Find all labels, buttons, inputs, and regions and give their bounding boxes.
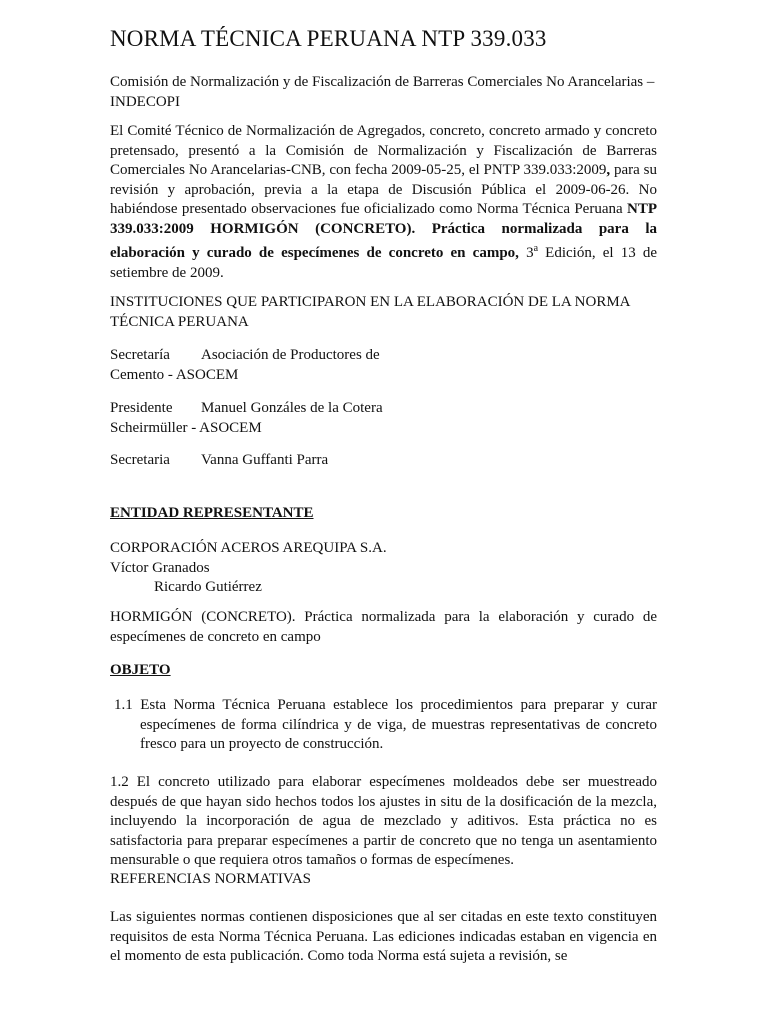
commission-text: Comisión de Normalización y de Fiscalización de Barreras Comerciales No Arancelarias – INDECOPI (110, 74, 655, 110)
intro-paragraph (110, 122, 657, 283)
entity-person-2: Ricardo Gutiérrez (154, 579, 262, 595)
entity-name: CORPORACIÓN ACEROS AREQUIPA S.A. (110, 540, 387, 556)
intro-text-4: Edición, el 13 de setiembre de 2009. (110, 245, 658, 281)
intro-text-3: 3 (518, 245, 534, 261)
member-role: Presidente (110, 400, 173, 416)
member-name: Asociación de Productores de (201, 347, 380, 363)
subject-paragraph: HORMIGÓN (CONCRETO). Práctica normalizada para la elaboración y curado de especímenes de concreto en campo (110, 609, 657, 645)
entity-block (110, 539, 657, 598)
intro-superscript: a (533, 243, 539, 254)
member-secretaria-1 (110, 346, 657, 385)
section-1-1: 1.1 Esta Norma Técnica Peruana establece los procedimientos para preparar y curar especímenes de forma cilíndrica y de viga, de muestras representativas de concreto fresco para un proyecto de construcción. (114, 697, 657, 752)
member-presidente (110, 399, 657, 438)
member-name: Vanna Guffanti Parra (201, 452, 329, 468)
intro-bold-1: , (606, 162, 611, 178)
member-name-continued: Scheirmüller - ASOCEM (110, 419, 262, 436)
references-paragraph: Las siguientes normas contienen disposiciones que al ser citadas en este texto constituyen requisitos de esta Norma Técnica Peruana. Las ediciones indicadas estaban en vigencia en el momento de esta publicación. Como toda Norma está sujeta a revisión, se (110, 909, 657, 964)
member-name: Manuel Gonzáles de la Cotera (201, 400, 383, 416)
intro-text-2: para su revisión y aprobación, previa a la etapa de Discusión Pública el 2009-06-26. No habiéndose presentado observaciones fue oficializado como Norma Técnica Peruana (110, 162, 657, 217)
institutions-heading: INSTITUCIONES QUE PARTICIPARON EN LA ELABORACIÓN DE LA NORMA TÉCNICA PERUANA (110, 294, 630, 330)
member-secretaria-2 (110, 451, 657, 471)
intro-bold-2: NTP 339.033:2009 HORMIGÓN (CONCRETO). Práctica normalizada para la elaboración y curado de especímenes de concreto en campo, (110, 201, 657, 261)
entity-heading: ENTIDAD REPRESENTANTE (110, 505, 314, 521)
objeto-heading: OBJETO (110, 662, 171, 678)
member-role: Secretaría (110, 347, 170, 363)
entity-person-1: Víctor Granados (110, 559, 210, 576)
member-name-continued: Cemento - ASOCEM (110, 366, 239, 383)
document-title: NORMA TÉCNICA PERUANA NTP 339.033 (110, 26, 547, 51)
references-heading: REFERENCIAS NORMATIVAS (110, 871, 312, 887)
member-role: Secretaria (110, 452, 170, 468)
intro-text-1: El Comité Técnico de Normalización de Agregados, concreto, concreto armado y concreto pretensado, presentó a la Comisión de Normalización y Fiscalización de Barreras Comerciales No Arancelarias-CNB, con fecha 2009-05-25, el PNTP 339.033:2009 (110, 123, 657, 178)
section-1-2: 1.2 El concreto utilizado para elaborar especímenes moldeados debe ser muestreado después de que hayan sido hechos todos los ajustes in situ de la dosificación de la mezcla, incluyendo la incorporación de agua de mezclado y aditivos. Esta práctica no es satisfactoria para preparar especímenes a partir de concreto que no tenga un asentamiento mensurable o que requiera otros tamaños o formas de especímenes. (110, 774, 657, 868)
